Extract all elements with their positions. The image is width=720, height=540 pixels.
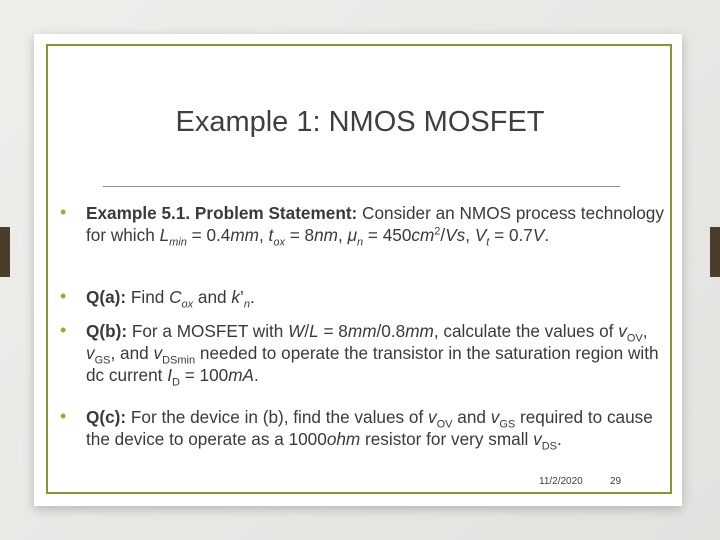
footer-date: 11/2/2020 [539,476,583,487]
bullet-icon: • [60,406,67,426]
title-divider [103,186,620,187]
bullet-label: Q(b): [86,321,128,341]
left-side-tab [0,227,10,277]
bullet-1-text: Example 5.1. Problem Statement: Consider an NMOS process technology for which $L_{min} = 0.4mm$, $t_{ox} = 8nm$, $\mu_n = 450cm^2/Vs$, $V_t = 0.7V$. [86,203,664,249]
bullet-2-text: Q(a): Find $C_{ox}$ and $k’_n$. [86,287,255,311]
bullet-3-text: Q(b): For a MOSFET with W/L = 8mm/0.8mm, calculate the values of $v_{OV}$, $v_{GS}$, and $v_{DSmin}$ needed to operate the transistor in the saturation region with dc current $I_D = 100mA$. [86,321,659,389]
bullet-item [60,202,665,249]
bullet-item [60,320,665,389]
bullet-label: Example 5.1. Problem Statement: [86,203,358,223]
bullet-icon: • [60,320,67,340]
bullet-icon: • [60,202,67,222]
footer-page-number: 29 [610,476,622,487]
right-side-tab [710,227,720,277]
bullet-item [60,286,665,311]
bullet-4-text: Q(c): For the device in (b), find the values of $v_{OV}$ and $v_{GS}$ required to cause the device to operate as a 1000ohm resistor for very small $v_{DS}$. [86,407,653,453]
slide-title: Example 1: NMOS MOSFET [175,106,545,138]
bullet-icon: • [60,286,67,306]
bullet-label: Q(c): [86,407,127,427]
bullet-label: Q(a): [86,287,127,307]
bullet-item [60,406,665,453]
